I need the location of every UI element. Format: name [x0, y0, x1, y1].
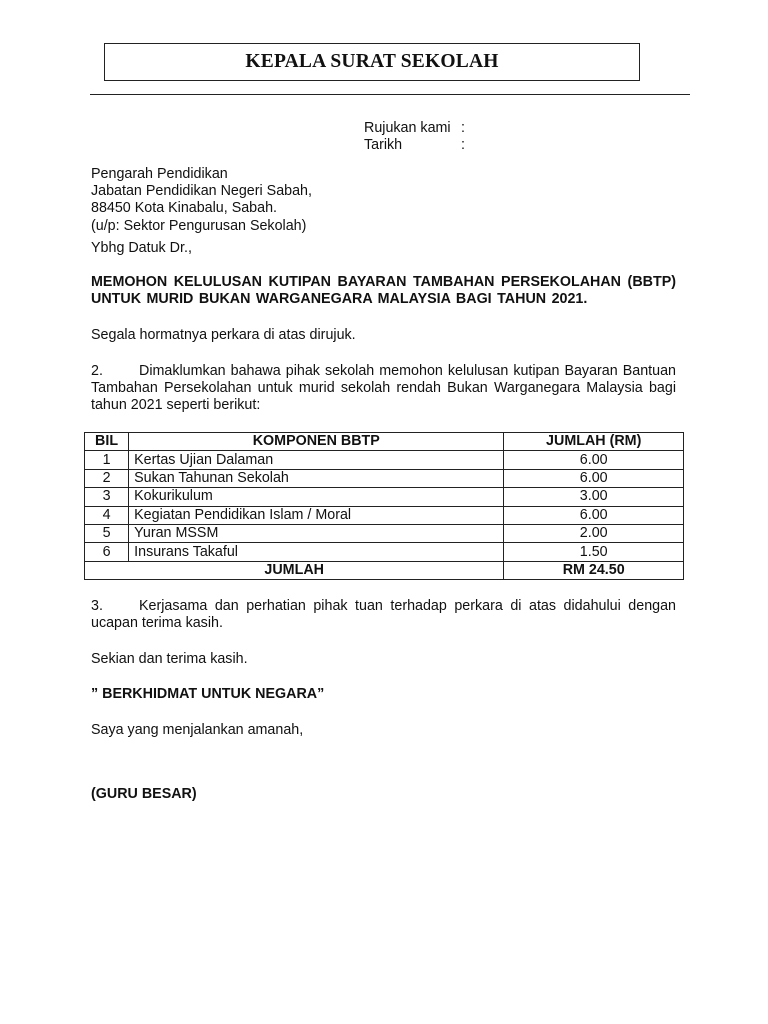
sign-off: Saya yang menjalankan amanah,	[91, 722, 304, 738]
bbtp-table	[84, 432, 684, 580]
paragraph-3	[91, 598, 676, 632]
letterhead-title: KEPALA SURAT SEKOLAH	[245, 51, 499, 72]
cell-bil: 5	[85, 524, 129, 542]
recipient-line: (u/p: Sektor Pengurusan Sekolah)	[91, 217, 307, 234]
cell-component: Yuran MSSM	[129, 524, 504, 542]
opening-paragraph: Segala hormatnya perkara di atas dirujuk.	[91, 327, 356, 343]
total-value: RM 24.50	[504, 561, 684, 579]
cell-bil: 4	[85, 506, 129, 524]
paragraph-text: Kerjasama dan perhatian pihak tuan terhadap perkara di atas didahului dengan ucapan terima kasih.	[91, 598, 676, 632]
date-value: :	[461, 137, 465, 153]
table-row	[85, 488, 684, 506]
paragraph-number: 3.	[91, 598, 103, 614]
paragraph-2	[91, 363, 676, 415]
table-row	[85, 469, 684, 487]
motto: ” BERKHIDMAT UNTUK NEGARA”	[91, 686, 325, 702]
recipient-line: Pengarah Pendidikan	[91, 166, 228, 182]
date-label: Tarikh	[364, 137, 403, 153]
cell-amount: 6.00	[504, 506, 684, 524]
total-label: JUMLAH	[85, 561, 504, 579]
cell-bil: 3	[85, 488, 129, 506]
table-row	[85, 524, 684, 542]
header-divider	[90, 94, 690, 95]
cell-component: Kertas Ujian Dalaman	[129, 451, 504, 469]
paragraph-number: 2.	[91, 363, 103, 379]
header-bil: BIL	[85, 433, 129, 451]
our-ref-label: Rujukan kami	[364, 120, 451, 136]
table-header-row	[85, 433, 684, 451]
signatory-title: (GURU BESAR)	[91, 786, 197, 802]
header-component: KOMPONEN BBTP	[129, 433, 504, 451]
table-row	[85, 506, 684, 524]
salutation: Ybhg Datuk Dr.,	[91, 240, 192, 256]
table-row	[85, 451, 684, 469]
subject-heading: MEMOHON KELULUSAN KUTIPAN BAYARAN TAMBAHAN PERSEKOLAHAN (BBTP) UNTUK MURID BUKAN WARGANEGARA MALAYSIA BAGI TAHUN 2021.	[91, 274, 676, 308]
cell-bil: 1	[85, 451, 129, 469]
cell-component: Kegiatan Pendidikan Islam / Moral	[129, 506, 504, 524]
our-ref-row	[364, 120, 465, 137]
cell-component: Insurans Takaful	[129, 543, 504, 561]
our-ref-value: :	[461, 120, 465, 136]
header-amount: JUMLAH (RM)	[504, 433, 684, 451]
recipient-line: 88450 Kota Kinabalu, Sabah.	[91, 200, 278, 217]
cell-amount: 6.00	[504, 469, 684, 487]
reference-block	[364, 120, 465, 154]
cell-amount: 2.00	[504, 524, 684, 542]
cell-amount: 3.00	[504, 488, 684, 506]
recipient-line: Jabatan Pendidikan Negeri Sabah,	[91, 183, 312, 200]
recipient-address	[91, 166, 676, 235]
table-row	[85, 543, 684, 561]
cell-component: Sukan Tahunan Sekolah	[129, 469, 504, 487]
letterhead-box	[104, 43, 640, 81]
paragraph-text: Dimaklumkan bahawa pihak sekolah memohon kelulusan kutipan Bayaran Bantuan Tambahan Persekolahan untuk murid sekolah rendah Bukan Warganegara Malaysia bagi tahun 2021 seperti berikut:	[91, 363, 676, 414]
cell-bil: 2	[85, 469, 129, 487]
cell-component: Kokurikulum	[129, 488, 504, 506]
date-row	[364, 137, 465, 154]
table-total-row	[85, 561, 684, 579]
cell-bil: 6	[85, 543, 129, 561]
cell-amount: 1.50	[504, 543, 684, 561]
closing-line: Sekian dan terima kasih.	[91, 651, 248, 667]
cell-amount: 6.00	[504, 451, 684, 469]
